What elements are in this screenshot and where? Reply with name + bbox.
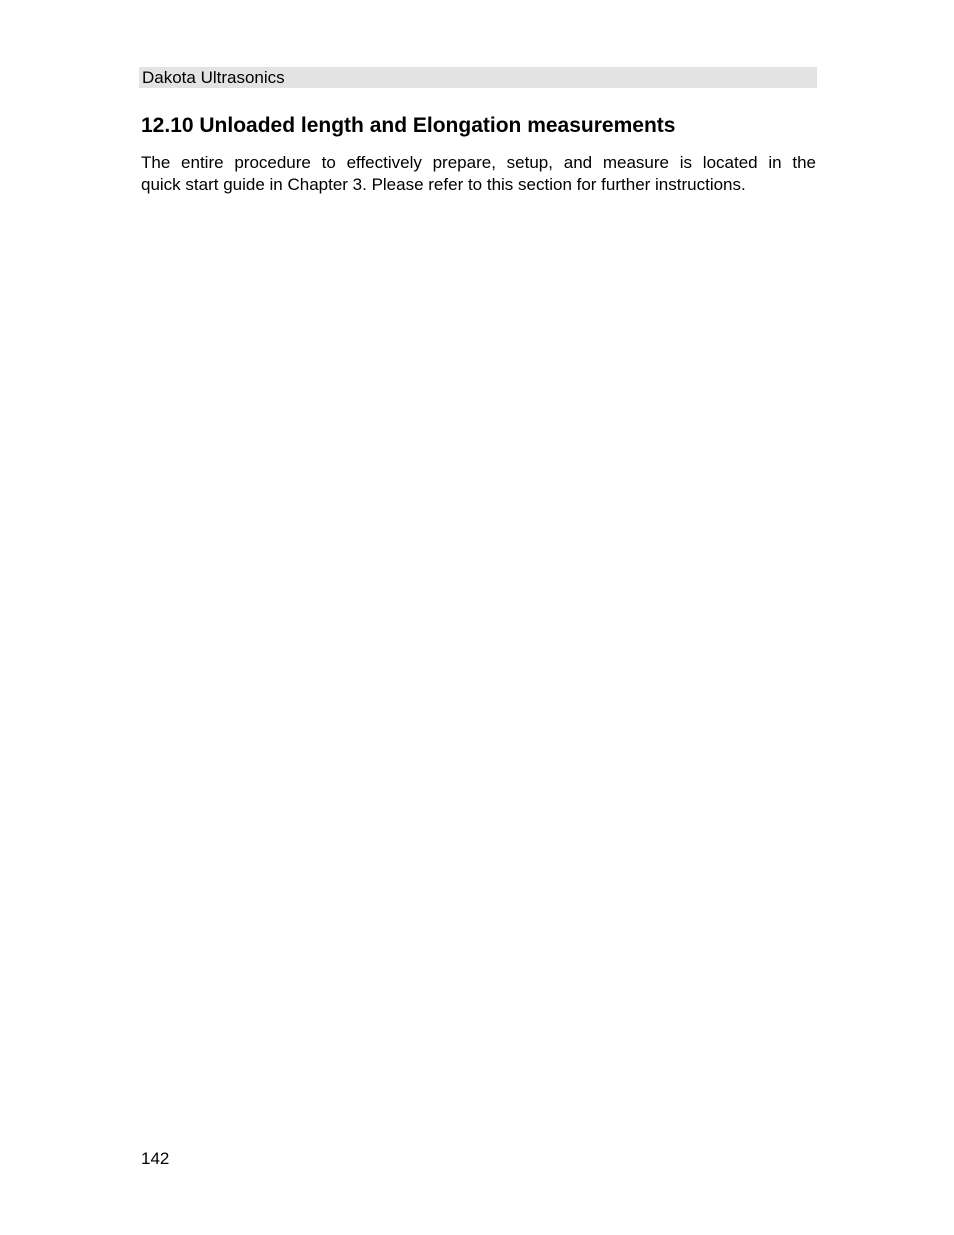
running-header	[139, 67, 817, 88]
body-line: The entire procedure to effectively prepare, setup, and measure is located in the	[141, 153, 816, 172]
body-line: quick start guide in Chapter 3. Please refer to this section for further instructions.	[141, 175, 746, 194]
running-header-title: Dakota Ultrasonics	[142, 68, 285, 87]
section-body	[141, 152, 816, 196]
page-number: 142	[141, 1149, 170, 1168]
section-title: 12.10 Unloaded length and Elongation measurements	[141, 114, 676, 137]
